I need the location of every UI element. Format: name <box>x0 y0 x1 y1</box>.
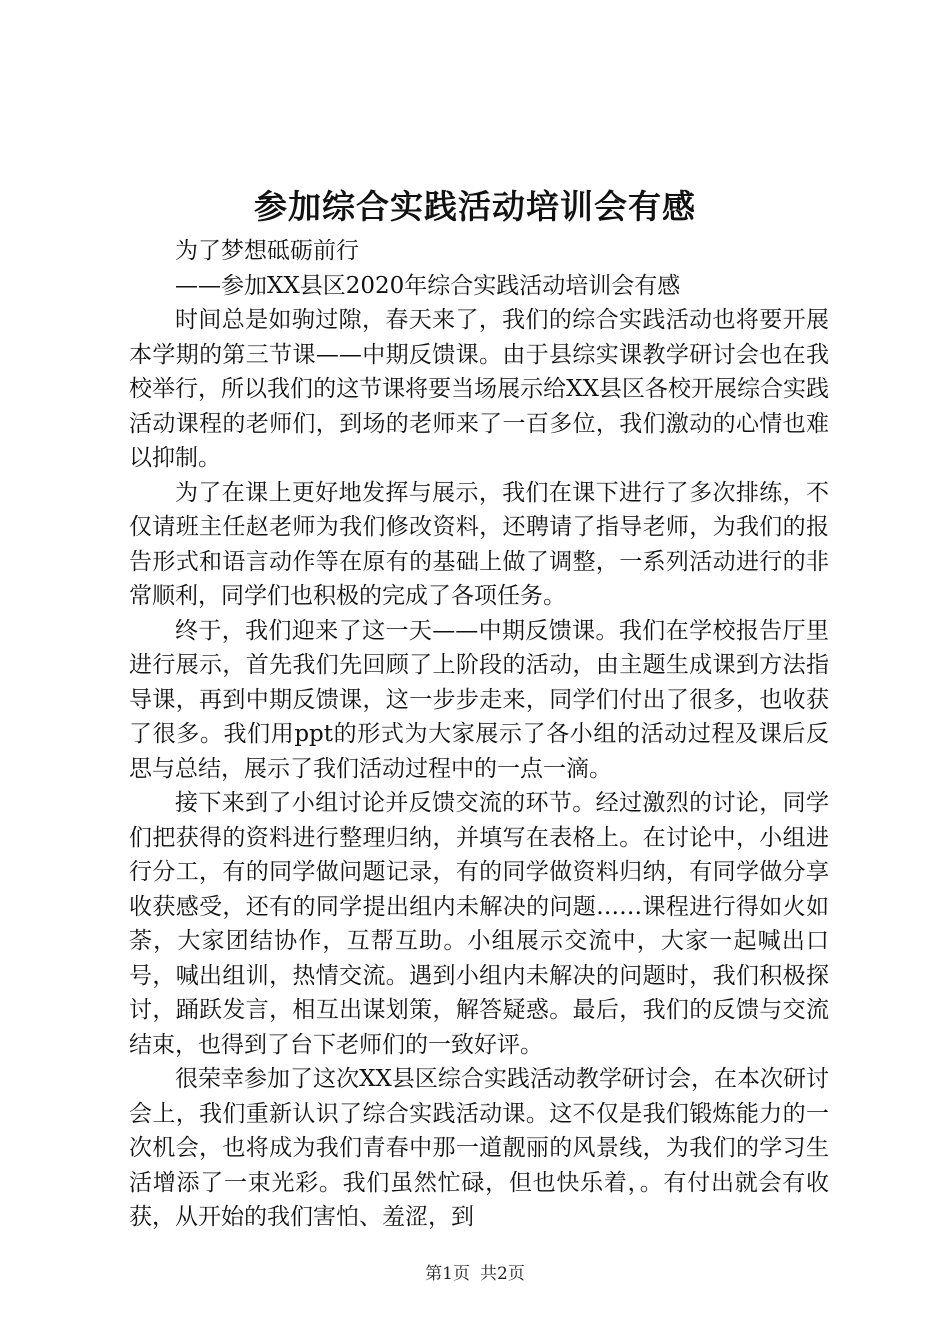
paragraph: 终于，我们迎来了这一天——中期反馈课。我们在学校报告厅里进行展示，首先我们先回顾了上阶段的活动，由主题生成课到方法指导课，再到中期反馈课，这一步步走来，同学们付出了很多，也收获了很多。我们用ppt的形式为大家展示了各小组的活动过程及课后反思与总结，展示了我们活动过程中的一点一滴。 <box>129 617 829 782</box>
paragraph-subtitle: 为了梦想砥砺前行 <box>175 238 359 264</box>
paragraph: 接下来到了小组讨论并反馈交流的环节。经过激烈的讨论，同学们把获得的资料进行整理归纳，并填写在表格上。在讨论中，小组进行分工，有的同学做问题记录，有的同学做资料归纳，有同学做分享收获感受，还有的同学提出组内未解决的问题……课程进行得如火如荼，大家团结协作，互帮互助。小组展示交流中，大家一起喊出口号，喊出组训，热情交流。遇到小组内未解决的问题时，我们积极探讨，踊跃发言，相互出谋划策，解答疑惑。最后，我们的反馈与交流结束，也得到了台下老师们的一致好评。 <box>129 790 829 1058</box>
page-footer <box>0 1262 950 1286</box>
paragraph: 时间总是如驹过隙，春天来了，我们的综合实践活动也将要开展本学期的第三节课——中期反馈课。由于县综实课教学研讨会也在我校举行，所以我们的这节课将要当场展示给XX县区各校开展综合实践活动课程的老师们，到场的老师来了一百多位，我们激动的心情也难以抑制。 <box>129 307 829 471</box>
document-title: 参加综合实践活动培训会有感 <box>254 187 696 226</box>
paragraph-subheading: ——参加XX县区2020年综合实践活动培训会有感 <box>175 272 681 299</box>
paragraph: 为了在课上更好地发挥与展示，我们在课下进行了多次排练，不仅请班主任赵老师为我们修改资料，还聘请了指导老师，为我们的报告形式和语言动作等在原有的基础上做了调整，一系列活动进行的非常顺利，同学们也积极的完成了各项任务。 <box>129 479 829 609</box>
document-body <box>129 234 829 1235</box>
page-number: 第1页 <box>425 1264 470 1284</box>
page-total: 共2页 <box>480 1264 525 1284</box>
paragraph: 很荣幸参加了这次XX县区综合实践活动教学研讨会，在本次研讨会上，我们重新认识了综合实践活动课。这不仅是我们锻炼能力的一次机会，也将成为我们青春中那一道靓丽的风景线，为我们的学习生活增添了一束光彩。我们虽然忙碌，但也快乐着，。有付出就会有收获，从开始的我们害怕、羞涩，到 <box>129 1066 829 1230</box>
